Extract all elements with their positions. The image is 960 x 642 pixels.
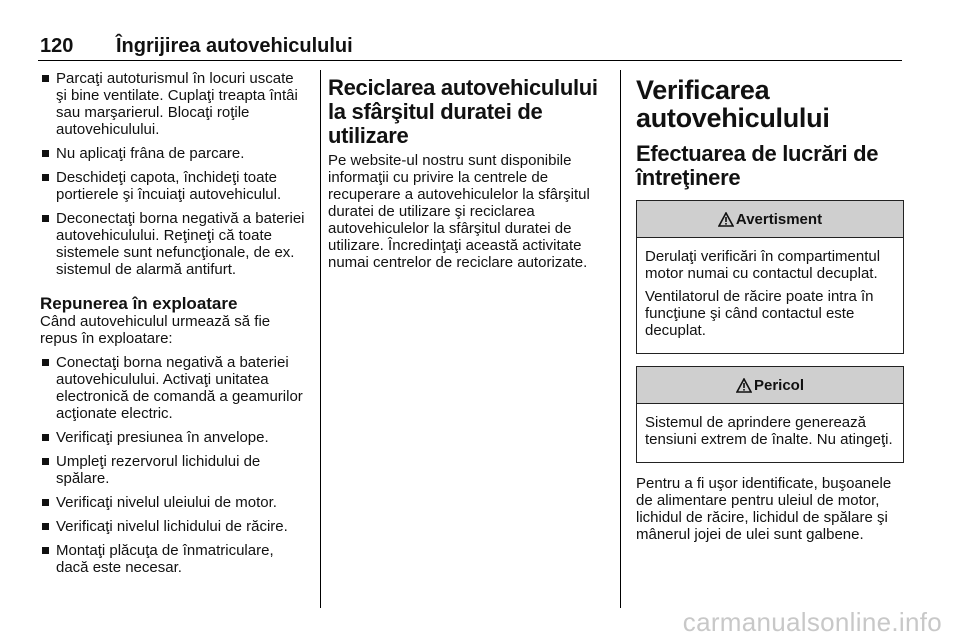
page-header [40, 18, 353, 58]
page-number: 120 [40, 35, 74, 57]
warning-paragraph: Ventilatorul de răcire poate intra în funcţiune şi când contactul este decuplat. [645, 288, 874, 339]
danger-box-header [637, 367, 903, 404]
list-item: Deschideţi capota, închideţi toate portierele şi încuiaţi autovehiculul. [40, 169, 308, 203]
warning-box-body [637, 238, 903, 353]
column-3 [636, 70, 904, 543]
list-item: Parcaţi autoturismul în locuri uscate şi bine ventilate. Cuplaţi treapta întâi sau marşarierul. Blocaţi roţile autovehiculului. [40, 70, 308, 138]
column-2 [328, 70, 604, 271]
storage-steps-list [40, 70, 308, 278]
warning-paragraph: Derulaţi verificări în compartimentul motor numai cu contactul decuplat. [645, 248, 881, 282]
section-heading-recommission: Repunerea în exploatare [40, 294, 238, 313]
recycling-body: Pe website-ul nostru sunt disponibile informaţii cu privire la centrele de recuperare a autovehiculelor la sfârşitul duratei de utilizare şi reciclarea autovehiculelor la sfârşitul duratei de utilizare. Încredinţaţi această activitate numai centrelor de reciclare autorizate. [328, 152, 590, 271]
list-item: Deconectaţi borna negativă a bateriei autovehiculului. Reţineţi că toate sistemele sunt nefuncţionale, de ex. sistemul de alarmă antifurt. [40, 210, 308, 278]
warning-box [636, 200, 904, 354]
chapter-heading: Verificarea autovehiculului [636, 75, 830, 133]
warning-box-title: Avertisment [735, 210, 823, 228]
list-item: Verificaţi nivelul uleiului de motor. [40, 494, 308, 511]
recommission-steps-list [40, 354, 308, 576]
list-item: Conectaţi borna negativă a bateriei autovehiculului. Activaţi unitatea electronică de comandă a geamurilor acţionate electric. [40, 354, 308, 422]
danger-box [636, 366, 904, 463]
list-item: Verificaţi presiunea în anvelope. [40, 429, 308, 446]
closing-paragraph: Pentru a fi uşor identificate, buşoanele de alimentare pentru uleiul de motor, lichidul de răcire, lichidul de spălare şi mânerul jojei de ulei sunt galbene. [636, 475, 892, 543]
column-divider-1 [320, 70, 321, 608]
warning-triangle-icon [718, 212, 734, 227]
column-divider-2 [620, 70, 621, 608]
watermark: carmanualsonline.info [682, 607, 942, 637]
warning-triangle-icon [736, 378, 752, 393]
column-1 [40, 70, 308, 583]
list-item: Montaţi plăcuţa de înmatriculare, dacă este necesar. [40, 542, 308, 576]
header-rule [38, 60, 902, 61]
danger-box-body [637, 404, 903, 462]
recommission-intro: Când autovehiculul urmează să fie repus în exploatare: [40, 313, 271, 347]
danger-paragraph: Sistemul de aprindere generează tensiuni extrem de înalte. Nu atingeţi. [645, 414, 893, 448]
page-title: Îngrijirea autovehiculului [116, 35, 353, 57]
danger-box-title: Pericol [753, 376, 805, 394]
warning-box-header [637, 201, 903, 238]
list-item: Umpleţi rezervorul lichidului de spălare. [40, 453, 308, 487]
section-heading-maintenance: Efectuarea de lucrări de întreţinere [636, 141, 879, 190]
list-item: Verificaţi nivelul lichidului de răcire. [40, 518, 308, 535]
list-item: Nu aplicaţi frâna de parcare. [40, 145, 308, 162]
section-heading-recycling: Reciclarea autovehiculului la sfârşitul duratei de utilizare [328, 75, 598, 148]
